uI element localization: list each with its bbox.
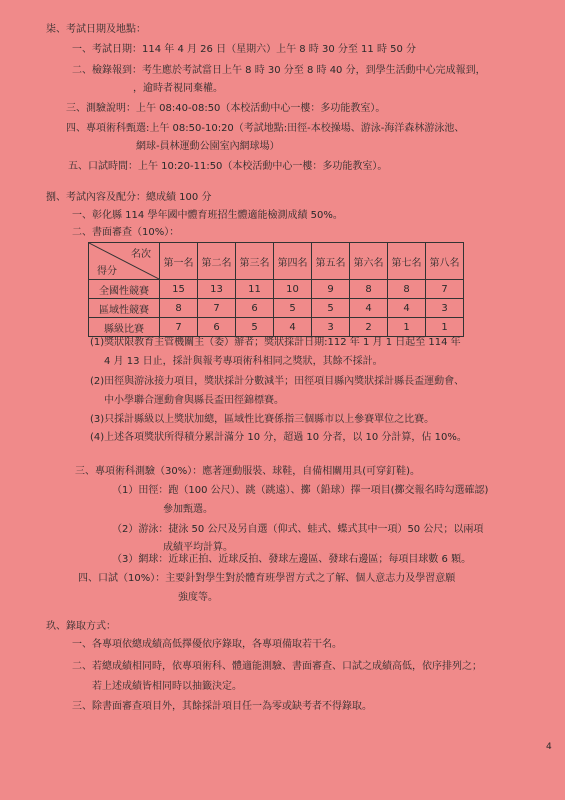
table-row: [89, 318, 464, 337]
skills-test-score-line: 三、專項術科測驗（30%）：應著運動服裝、球鞋，自備相關用具(可穿釘鞋)。: [75, 466, 421, 477]
header-cell: 第三名: [236, 243, 274, 280]
header-cell: 第一名: [160, 243, 198, 280]
header-cell: 第七名: [388, 243, 426, 280]
oral-test-line-2: 強度等。: [178, 592, 218, 603]
fitness-test-line: 一、彰化縣 114 學年國中體育班招生體適能檢測成績 50%。: [72, 210, 343, 221]
skills-test-line-2: 網球-員林運動公園室內網球場）: [136, 141, 280, 152]
header-cell: 第八名: [426, 243, 464, 280]
table-cell: 9: [312, 280, 350, 299]
table-header-row: [89, 243, 464, 280]
table-cell: 7: [160, 318, 198, 337]
admission-line-2b: 若上述成績皆相同時以抽籤決定。: [92, 681, 242, 692]
track-line-2: 參加甄選。: [163, 504, 213, 515]
table-cell: 6: [198, 318, 236, 337]
row-label: 縣級比賽: [89, 318, 160, 337]
table-cell: 11: [236, 280, 274, 299]
table-cell: 1: [426, 318, 464, 337]
section-7-title: 柒、考試日期及地點：: [46, 24, 146, 35]
note-3-line: (3)只採計縣級以上獎狀加總，區域性比賽係指三個縣市以上參賽單位之比賽。: [90, 414, 435, 425]
header-cell: 第四名: [274, 243, 312, 280]
section-9-title: 玖、錄取方式：: [46, 621, 116, 632]
table-cell: 10: [274, 280, 312, 299]
section-8-title: 捌、考試內容及配分：總成績 100 分: [46, 192, 212, 203]
header-cell: 第六名: [350, 243, 388, 280]
table-cell: 6: [236, 299, 274, 318]
admission-line-1: 一、各專項依總成績高低擇優依序錄取，各專項備取若干名。: [72, 639, 342, 650]
note-1-line-1: (1)獎狀限教育主管機關主（委）辦者；獎狀採計日期:112 年 1 月 1 日起至 114 年: [90, 337, 461, 348]
tennis-line: （3）網球：近球正拍、近球反拍、發球左邊區、發球右邊區；每項目球數 6 顆。: [112, 554, 472, 565]
admission-line-3: 三、除書面審查項目外，其餘採計項目任一為零或缺考者不得錄取。: [72, 701, 372, 712]
swim-line-1: （2）游泳：捷泳 50 公尺及另自選（仰式、蛙式、蝶式其中一項）50 公尺；以兩項: [112, 524, 484, 535]
score-label: 得分: [97, 266, 117, 277]
header-cell: 第二名: [198, 243, 236, 280]
table-cell: 7: [198, 299, 236, 318]
table-cell: 15: [160, 280, 198, 299]
note-1-line-2: 4 月 13 日止，採計與報考專項術科相同之獎狀，其餘不採計。: [104, 356, 383, 367]
table-cell: 1: [388, 318, 426, 337]
oral-test-line-1: 四、口試（10%）：主要針對學生對於體育班學習方式之了解、個人意志力及學習意願: [78, 573, 456, 584]
table-cell: 5: [312, 299, 350, 318]
table-cell: 8: [350, 280, 388, 299]
exam-date-line: 一、考試日期：114 年 4 月 26 日（星期六）上午 8 時 30 分至 11 時 50 分: [72, 44, 417, 55]
table-cell: 13: [198, 280, 236, 299]
table-cell: 5: [236, 318, 274, 337]
award-score-table: [88, 242, 464, 337]
table-row: [89, 280, 464, 299]
row-label: 區域性競賽: [89, 299, 160, 318]
table-cell: 2: [350, 318, 388, 337]
briefing-line: 三、測驗說明：上午 08:40-08:50（本校活動中心一樓：多功能教室）。: [66, 103, 386, 114]
table-cell: 7: [426, 280, 464, 299]
header-cell: 第五名: [312, 243, 350, 280]
table-cell: 8: [388, 280, 426, 299]
track-line-1: （1）田徑：跑（100 公尺）、跳（跳遠）、擲（鉛球）擇一項目(擲交報名時勾選確認): [112, 485, 489, 496]
note-2-line-1: (2)田徑與游泳接力項目，獎狀採計分數減半；田徑項目縣內獎狀採計縣長盃運動會、: [90, 376, 465, 387]
table-cell: 5: [274, 299, 312, 318]
rank-label: 名次: [131, 249, 151, 260]
row-label: 全國性競賽: [89, 280, 160, 299]
table-cell: 4: [350, 299, 388, 318]
checkin-line-1: 二、檢錄報到：考生應於考試當日上午 8 時 30 分至 8 時 40 分，到學生活動中心完成報到，: [72, 65, 486, 76]
checkin-line-2: ，逾時者視同棄權。: [133, 83, 223, 94]
table-cell: 3: [312, 318, 350, 337]
note-2-line-2: 中小學聯合運動會與縣長盃田徑錦標賽。: [104, 395, 284, 406]
table-cell: 3: [426, 299, 464, 318]
page-number: 4: [546, 742, 552, 752]
table-cell: 4: [274, 318, 312, 337]
swim-line-2: 成績平均計算。: [163, 542, 233, 553]
skills-test-line-1: 四、專項術科甄選:上午 08:50-10:20（考試地點:田徑-本校操場、游泳-海洋森林游泳池、: [66, 123, 465, 134]
table-cell: 8: [160, 299, 198, 318]
table-corner-cell: [89, 243, 160, 280]
note-4-line: (4)上述各項獎狀所得積分累計滿分 10 分，超過 10 分者，以 10 分計算，佔 10%。: [90, 432, 467, 443]
table-row: [89, 299, 464, 318]
oral-test-time-line: 五、口試時間：上午 10:20-11:50（本校活動中心一樓：多功能教室）。: [68, 161, 388, 172]
table-cell: 4: [388, 299, 426, 318]
admission-line-2a: 二、若總成績相同時，依專項術科、體適能測驗、書面審查、口試之成績高低，依序排列之；: [72, 661, 482, 672]
document-review-line: 二、書面審查（10%）：: [72, 227, 180, 238]
